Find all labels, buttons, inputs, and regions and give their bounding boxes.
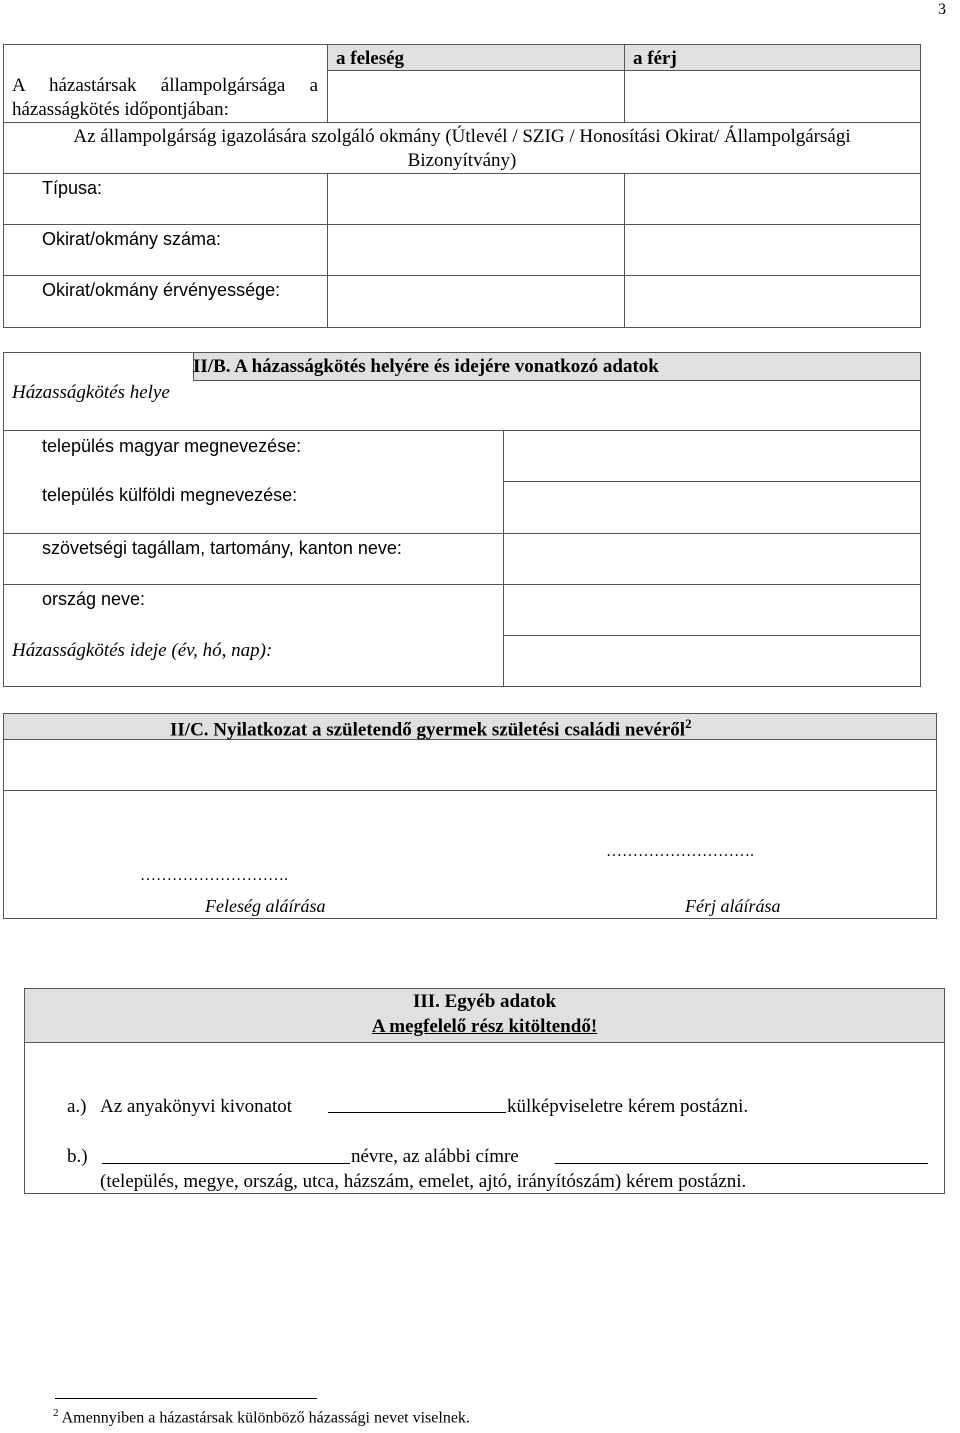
footnote-ref: 2 xyxy=(685,716,692,731)
husband-document-number-field[interactable] xyxy=(627,227,919,273)
section-subtitle-other: A megfelelő rész kitöltendő! xyxy=(371,1016,598,1037)
husband-document-validity-field[interactable] xyxy=(627,278,919,326)
wife-document-number-field[interactable] xyxy=(330,227,622,273)
foreign-name-field[interactable] xyxy=(506,484,919,531)
husband-signature-label: Férj aláírása xyxy=(685,896,781,916)
child-family-name-field[interactable] xyxy=(6,742,934,788)
husband-signature-dots: ………………………. xyxy=(606,843,754,860)
section-title-other: III. Egyéb adatok xyxy=(412,991,557,1012)
country-field[interactable] xyxy=(506,587,919,633)
footnote-separator xyxy=(55,1398,317,1399)
row-label-number: Okirat/okmány száma: xyxy=(42,229,222,249)
section-title-child-name-text: II/C. Nyilatkozat a születendő gyermek születési családi nevéről xyxy=(170,719,686,741)
wife-signature-label: Feleség aláírása xyxy=(205,896,326,916)
husband-document-type-field[interactable] xyxy=(627,176,919,222)
column-header-wife: a feleség xyxy=(336,48,405,69)
option-a-label: a.) xyxy=(67,1096,87,1117)
row-label-type: Típusa: xyxy=(42,178,103,198)
option-a-text-1: Az anyakönyvi kivonatot xyxy=(100,1096,293,1117)
row-label-citizenship: A házastársak állampolgársága a házasságkötés időpontjában: xyxy=(12,75,318,120)
document-type-note: Az állampolgárság igazolására szolgáló okmány (Útlevél / SZIG / Honosítási Okirat/ Állampolgársági xyxy=(73,126,851,147)
page-number: 3 xyxy=(938,1,946,18)
section-title-child-name xyxy=(170,716,692,742)
wife-citizenship-field[interactable] xyxy=(330,74,622,120)
document-type-note-2: Bizonyítvány) xyxy=(407,150,517,171)
row-label-date: Házasságkötés ideje (év, hó, nap): xyxy=(12,640,273,661)
footnote-number: 2 xyxy=(53,1407,59,1419)
option-b-text-2: (település, megye, ország, utca, házszám, emelet, ajtó, irányítószám) kérem postázni. xyxy=(100,1171,747,1192)
option-b-address-field[interactable] xyxy=(555,1143,928,1163)
marriage-date-field[interactable] xyxy=(506,638,919,685)
footnote-text: Amennyiben a házastársak különböző házassági nevet viselnek. xyxy=(61,1409,470,1427)
place-heading: Házasságkötés helye xyxy=(12,382,170,403)
option-a-text-2: külképviseletre kérem postázni. xyxy=(507,1096,749,1117)
row-label-validity: Okirat/okmány érvényessége: xyxy=(42,280,281,300)
option-b-name-field[interactable] xyxy=(102,1143,350,1163)
row-label-state: szövetségi tagállam, tartomány, kanton neve: xyxy=(42,538,402,558)
husband-citizenship-field[interactable] xyxy=(627,74,919,120)
footnote xyxy=(53,1407,470,1428)
hu-name-field[interactable] xyxy=(506,433,919,479)
option-b-label: b.) xyxy=(67,1146,88,1167)
wife-signature-dots: ………………………. xyxy=(140,867,288,884)
wife-document-type-field[interactable] xyxy=(330,176,622,222)
state-field[interactable] xyxy=(506,536,919,582)
option-b-text-1: névre, az alábbi címre xyxy=(351,1146,519,1167)
wife-document-validity-field[interactable] xyxy=(330,278,622,326)
row-label-foreign-name: település külföldi megnevezése: xyxy=(42,485,298,505)
row-label-hu-name: település magyar megnevezése: xyxy=(42,436,302,456)
column-header-husband: a férj xyxy=(633,48,677,69)
section-title-place: II/B. A házasságkötés helyére és idejére vonatkozó adatok xyxy=(193,356,659,377)
row-label-country: ország neve: xyxy=(42,589,146,609)
option-a-field[interactable] xyxy=(328,1092,506,1112)
